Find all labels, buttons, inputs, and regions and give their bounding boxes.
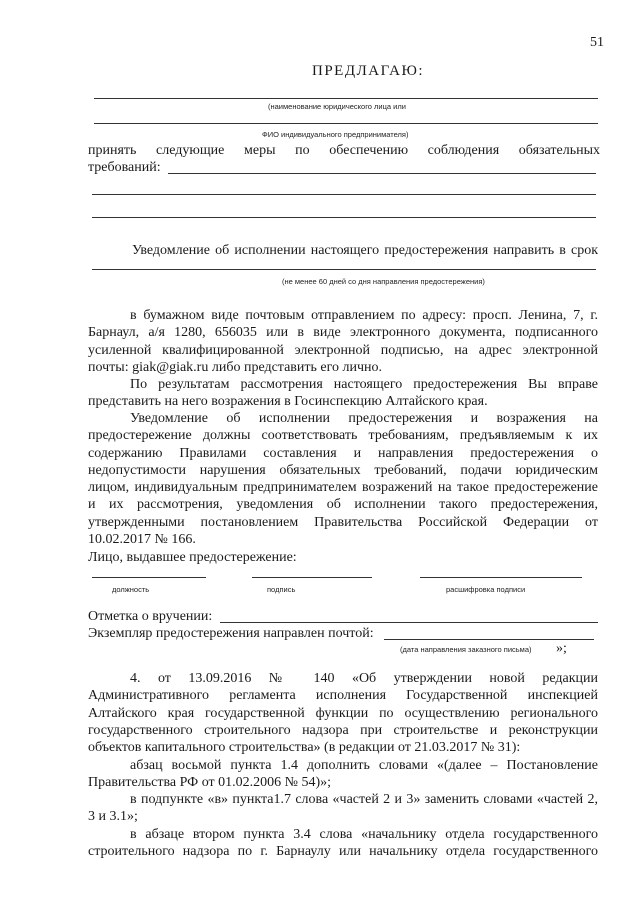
item-line: государственного строительного надзора при строительстве и реконструкции <box>88 722 598 738</box>
recipient-line-1 <box>94 98 598 99</box>
caption-deadline: (не менее 60 дней со дня направления предостережения) <box>282 277 485 286</box>
paragraph-line: усиленной квалифицированной электронной подписью, на адрес электронной <box>88 342 598 358</box>
paragraph-line: содержанию Правилами составления и направления предостережения о <box>88 445 598 461</box>
item-line: 3 и 3.1»; <box>88 809 138 825</box>
paragraph-line: почты: giak@giak.ru либо представить его лично. <box>88 359 383 375</box>
paragraph-line: представить на него возражения в Госинспекцию Алтайского края. <box>88 394 488 410</box>
paragraph-line: 10.02.2017 № 166. <box>88 532 196 548</box>
notice-line: Уведомление об исполнении настоящего предостережения направить в срок <box>132 243 598 258</box>
issuer-label: Лицо, выдавшее предостережение: <box>88 550 297 565</box>
paragraph-requirements <box>88 410 598 548</box>
paragraph-line: Уведомление об исполнении предостережения и возражения на <box>130 411 598 426</box>
decode-line <box>420 577 582 578</box>
quote-end: »; <box>556 641 567 656</box>
paragraph-line: в бумажном виде почтовым отправлением по адресу: просп. Ленина, 7, г. <box>130 308 598 323</box>
paragraph-line: лицом, индивидуальным предпринимателем возражений на такое предостережение <box>88 480 598 496</box>
item-line: Правительства РФ от 01.02.2006 № 54)»; <box>88 775 332 791</box>
item-line: строительного надзора по г. Барнаулу или начальнику отдела государственного <box>88 844 598 860</box>
page-number: 51 <box>590 35 604 50</box>
measures-block <box>88 142 600 177</box>
caption-fio: ФИО индивидуального предпринимателя) <box>262 130 409 139</box>
item-line: в подпункте «в» пункта1.7 слова «частей 2 и 3» заменить словами «частей 2, <box>130 792 598 807</box>
position-line <box>92 577 206 578</box>
copy-sent-label: Экземпляр предостережения направлен почтой: <box>88 626 374 641</box>
paragraph-line: По результатам рассмотрения настоящего предостережения Вы вправе <box>130 377 598 392</box>
item-4-b <box>88 791 598 826</box>
measures-fill-line-2 <box>92 194 596 195</box>
item-line: Алтайского края государственной функции по осуществлению регионального <box>88 705 598 721</box>
paragraph-line: предостережение должны соответствовать требованиям, предъявляемым к их <box>88 428 598 444</box>
deadline-line <box>92 269 596 270</box>
signature-line <box>252 577 372 578</box>
caption-decode: расшифровка подписи <box>446 585 526 594</box>
item-4-a <box>88 757 598 792</box>
item-line: Административного регламента исполнения Государственной инспекцией <box>88 688 598 704</box>
item-line: в абзаце втором пункта 3.4 слова «начальнику отдела государственного <box>130 827 598 842</box>
paragraph-line: Барнаул, а/я 1280, 656035 или в виде электронного документа, подписанного <box>88 325 598 341</box>
paragraph-objections <box>88 376 598 411</box>
measures-fill-line-1 <box>168 173 596 174</box>
delivery-mark-label: Отметка о вручении: <box>88 609 213 624</box>
caption-letter-date: (дата направления заказного письма) <box>400 645 532 654</box>
item-4 <box>88 670 598 756</box>
notice-text <box>132 242 598 259</box>
paragraph-line: недопустимости нарушения обязательных требований, подачи юридическим <box>88 462 598 478</box>
item-4-c <box>88 826 598 861</box>
item-line: 4. от 13.09.2016 № 140 «Об утверждении новой редакции <box>130 671 598 686</box>
item-line: объектов капитального строительства» (в редакции от 21.03.2017 № 31): <box>88 740 521 756</box>
delivery-mark-line <box>220 622 598 623</box>
caption-org: (наименование юридического лица или <box>268 102 406 111</box>
caption-position: должность <box>112 585 150 594</box>
page-heading: ПРЕДЛАГАЮ: <box>312 63 425 79</box>
recipient-line-2 <box>94 123 598 124</box>
paragraph-line: утвержденными постановлением Правительства Российской Федерации от <box>88 514 598 530</box>
item-line: абзац восьмой пункта 1.4 дополнить словами «(далее – Постановление <box>130 758 598 773</box>
measures-line: требований: <box>88 160 161 176</box>
paragraph-line: и их рассмотрения, уведомления об исполнении такого предостережения, <box>88 497 598 513</box>
measures-line: принять следующие меры по обеспечению соблюдения обязательных <box>88 143 600 158</box>
caption-signature: подпись <box>267 585 296 594</box>
paragraph-address <box>88 307 598 376</box>
measures-fill-line-3 <box>92 217 596 218</box>
